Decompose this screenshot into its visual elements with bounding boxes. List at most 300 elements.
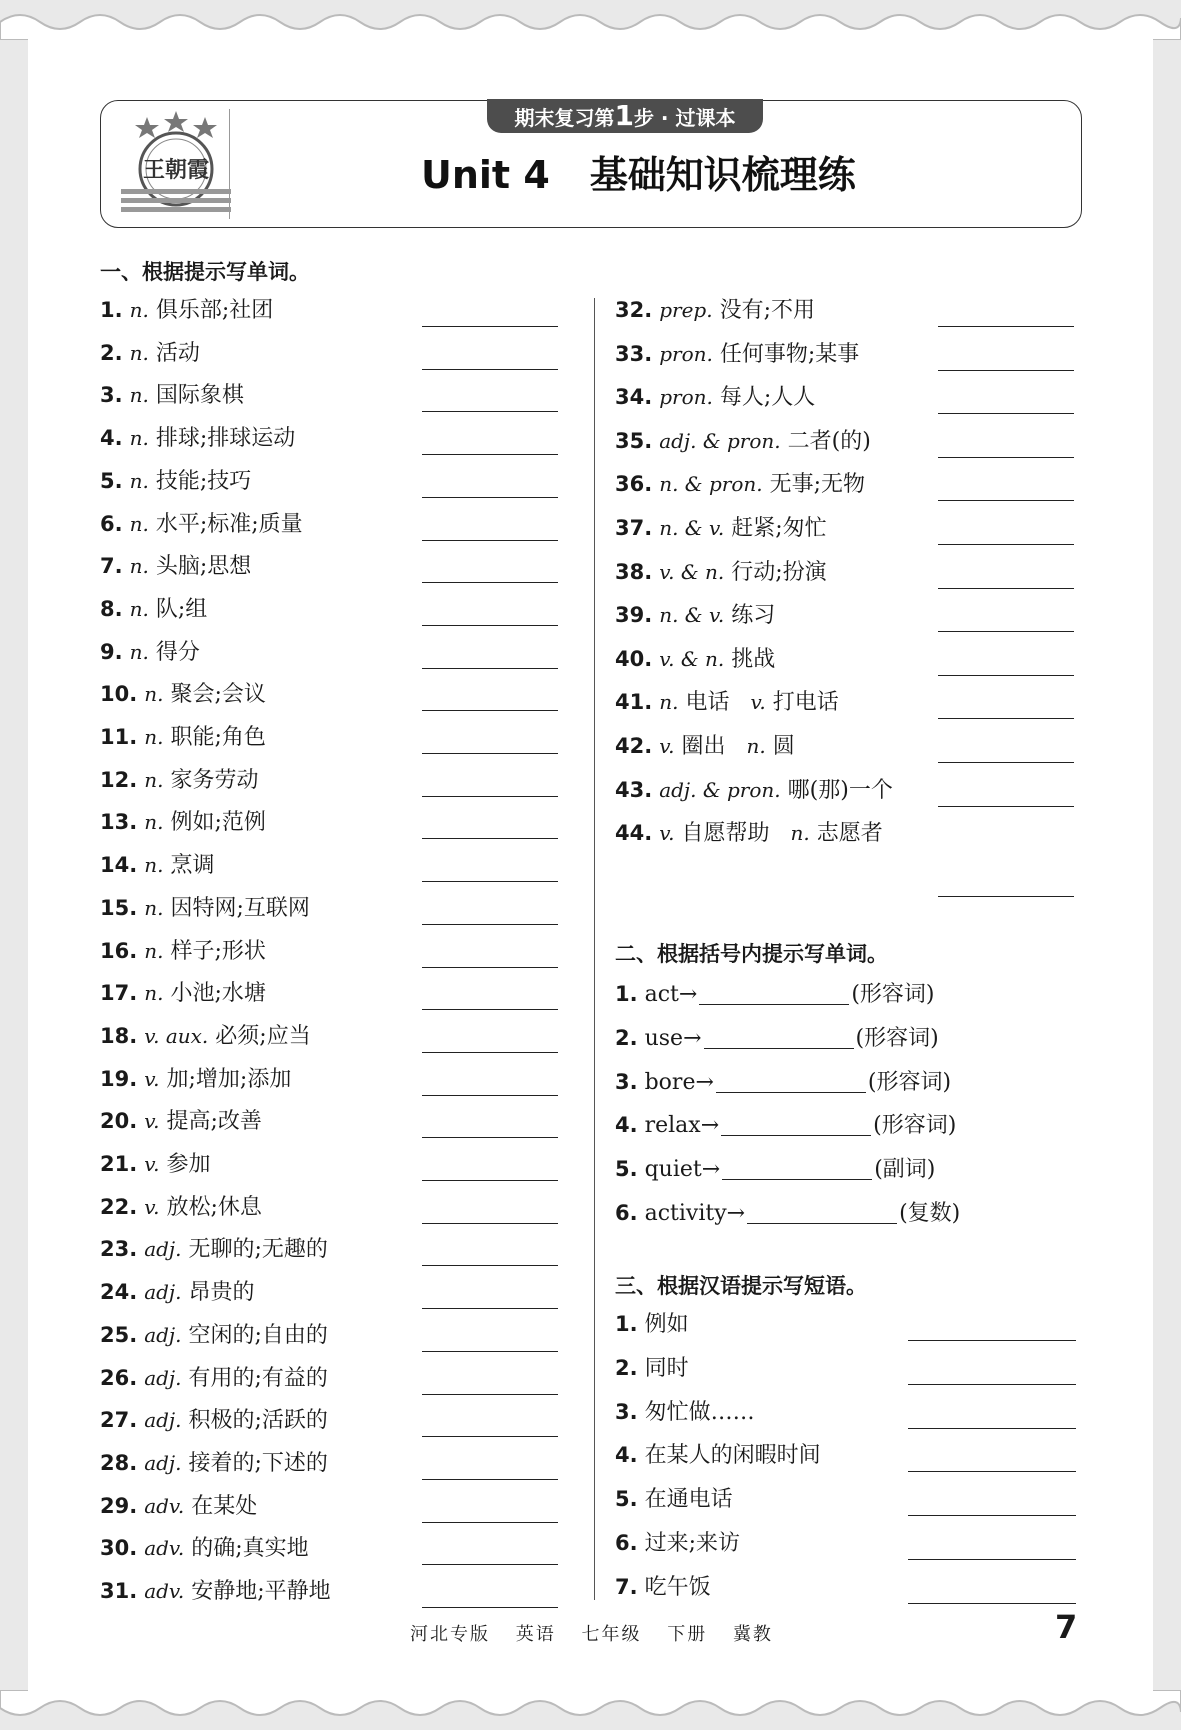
answer-blank[interactable] bbox=[422, 1052, 558, 1053]
part-of-speech: n. bbox=[144, 895, 164, 920]
word-item bbox=[100, 1358, 328, 1398]
item-number: 19. bbox=[100, 1066, 138, 1091]
item-number: 2. bbox=[615, 1025, 638, 1050]
item-number: 4. bbox=[615, 1113, 638, 1138]
item-meaning: 行动;扮演 bbox=[731, 559, 827, 585]
answer-blank[interactable] bbox=[908, 1471, 1076, 1472]
answer-blank[interactable] bbox=[704, 1020, 854, 1049]
phrase-item bbox=[615, 1435, 821, 1475]
part-of-speech: adv. bbox=[144, 1579, 185, 1603]
item-number: 28. bbox=[100, 1450, 138, 1475]
word-item bbox=[615, 508, 827, 548]
answer-blank[interactable] bbox=[938, 762, 1074, 763]
part-of-speech: n. bbox=[144, 981, 164, 1006]
word-item bbox=[100, 375, 244, 415]
item-number: 40. bbox=[615, 646, 653, 671]
word-item bbox=[100, 888, 310, 928]
phrase-meaning: 同时 bbox=[644, 1355, 689, 1381]
item-number: 29. bbox=[100, 1493, 138, 1518]
word-item bbox=[100, 1400, 328, 1440]
item-meaning: 提高;改善 bbox=[166, 1109, 262, 1135]
answer-blank[interactable] bbox=[422, 1308, 558, 1309]
item-meaning: 国际象棋 bbox=[155, 383, 244, 409]
part-of-speech: n. bbox=[129, 639, 149, 664]
item-number: 32. bbox=[615, 298, 653, 322]
item-meaning: 的确;真实地 bbox=[191, 1536, 309, 1562]
answer-blank[interactable] bbox=[422, 1607, 558, 1608]
part-of-speech: adv. bbox=[144, 1493, 185, 1518]
answer-blank[interactable] bbox=[908, 1428, 1076, 1429]
part-of-speech: adj. & pron. bbox=[659, 777, 781, 802]
answer-blank[interactable] bbox=[938, 457, 1074, 458]
base-word: quiet→ bbox=[644, 1157, 721, 1183]
word-item bbox=[100, 931, 266, 971]
footer bbox=[410, 1620, 791, 1646]
item-number: 21. bbox=[100, 1152, 138, 1176]
word-item bbox=[100, 1315, 328, 1355]
item-number: 5. bbox=[615, 1487, 638, 1512]
item-meaning-2: 志愿者 bbox=[816, 821, 883, 847]
word-item bbox=[615, 639, 775, 679]
item-number: 34. bbox=[615, 385, 653, 410]
item-number: 1. bbox=[615, 1312, 638, 1336]
part-of-speech: adj. bbox=[144, 1280, 182, 1305]
item-number: 44. bbox=[615, 821, 653, 846]
item-meaning: 家务劳动 bbox=[170, 767, 259, 793]
word-item bbox=[100, 1016, 311, 1056]
answer-blank[interactable] bbox=[422, 924, 558, 925]
wavy-border-bottom bbox=[0, 1690, 1181, 1730]
item-meaning: 二者(的) bbox=[787, 428, 871, 454]
item-number: 6. bbox=[615, 1531, 638, 1555]
word-item bbox=[615, 290, 815, 330]
part-of-speech-2: v. bbox=[750, 690, 766, 715]
answer-blank[interactable] bbox=[938, 631, 1074, 632]
part-of-speech: n. & v. bbox=[659, 516, 725, 540]
phrase-meaning: 在通电话 bbox=[644, 1487, 733, 1513]
part-of-speech: v. bbox=[144, 1152, 160, 1176]
word-item bbox=[100, 1528, 309, 1568]
part-of-speech: n. bbox=[129, 468, 149, 493]
footer-grade: 七年级 bbox=[581, 1624, 642, 1645]
item-number: 1. bbox=[615, 982, 638, 1006]
word-item bbox=[100, 1229, 328, 1269]
answer-blank[interactable] bbox=[422, 1265, 558, 1266]
item-meaning: 练习 bbox=[731, 603, 776, 629]
word-form-item bbox=[615, 1018, 939, 1058]
word-item bbox=[615, 813, 883, 853]
item-meaning: 排球;排球运动 bbox=[155, 426, 296, 452]
item-meaning: 电话 bbox=[685, 690, 730, 716]
item-meaning: 赶紧;匆忙 bbox=[731, 516, 827, 541]
word-item bbox=[100, 1443, 328, 1483]
base-word: bore→ bbox=[644, 1069, 714, 1095]
item-number: 4. bbox=[615, 1443, 638, 1468]
word-item bbox=[100, 461, 251, 501]
answer-blank[interactable] bbox=[908, 1384, 1076, 1385]
answer-blank[interactable] bbox=[422, 411, 558, 412]
page-number: 7 bbox=[1055, 1608, 1078, 1646]
item-meaning: 昂贵的 bbox=[188, 1280, 255, 1306]
item-number: 11. bbox=[100, 725, 138, 749]
part-of-speech: adj. & pron. bbox=[659, 428, 781, 453]
item-number: 8. bbox=[100, 596, 123, 621]
item-number: 6. bbox=[100, 511, 123, 536]
part-of-speech: v. aux. bbox=[144, 1023, 209, 1048]
answer-blank[interactable] bbox=[422, 540, 558, 541]
part-of-speech: adj. bbox=[144, 1237, 182, 1262]
part-of-speech: adj. bbox=[144, 1365, 182, 1390]
word-item bbox=[100, 1059, 291, 1099]
word-item bbox=[615, 464, 865, 504]
word-item bbox=[100, 1144, 211, 1184]
item-number: 4. bbox=[100, 426, 123, 451]
part-of-speech: v. bbox=[659, 821, 675, 846]
item-number: 23. bbox=[100, 1237, 138, 1262]
item-meaning: 活动 bbox=[155, 340, 200, 366]
item-meaning: 烹调 bbox=[170, 853, 215, 879]
part-of-speech: n. bbox=[129, 511, 149, 536]
part-of-speech: adv. bbox=[144, 1536, 185, 1561]
answer-blank[interactable] bbox=[422, 369, 558, 370]
phrase-meaning: 匆忙做…… bbox=[644, 1399, 755, 1425]
column-divider bbox=[594, 298, 595, 1600]
part-of-speech: v. & n. bbox=[659, 559, 725, 584]
section2-heading: 二、根据括号内提示写单词。 bbox=[615, 942, 888, 966]
item-number: 2. bbox=[100, 340, 123, 365]
word-item bbox=[615, 421, 871, 461]
base-word: use→ bbox=[644, 1025, 702, 1051]
phrase-meaning: 在某人的闲暇时间 bbox=[644, 1443, 821, 1469]
word-item bbox=[615, 682, 839, 722]
answer-blank[interactable] bbox=[422, 1009, 558, 1010]
answer-blank[interactable] bbox=[422, 1522, 558, 1523]
item-meaning: 无事;无物 bbox=[769, 472, 866, 498]
answer-blank[interactable] bbox=[422, 1351, 558, 1352]
item-number: 22. bbox=[100, 1194, 138, 1219]
answer-blank[interactable] bbox=[422, 668, 558, 669]
answer-blank[interactable] bbox=[422, 497, 558, 498]
item-number: 6. bbox=[615, 1201, 638, 1225]
item-number: 1. bbox=[100, 298, 123, 322]
item-number: 5. bbox=[100, 468, 123, 493]
word-item bbox=[100, 1101, 262, 1141]
base-word: act→ bbox=[644, 982, 698, 1007]
item-meaning: 因特网;互联网 bbox=[170, 895, 310, 921]
item-meaning: 例如;范例 bbox=[170, 810, 266, 836]
item-meaning: 头脑;思想 bbox=[155, 554, 252, 580]
answer-blank[interactable] bbox=[699, 976, 849, 1005]
word-item bbox=[100, 632, 200, 672]
item-number: 14. bbox=[100, 853, 138, 878]
item-meaning: 聚会;会议 bbox=[170, 682, 266, 708]
word-item bbox=[615, 726, 795, 766]
page-title bbox=[421, 145, 941, 205]
item-meaning: 水平;标准;质量 bbox=[155, 511, 303, 537]
item-meaning: 样子;形状 bbox=[170, 938, 266, 964]
part-of-speech: n. bbox=[144, 810, 164, 835]
item-meaning: 职能;角色 bbox=[170, 725, 266, 750]
part-of-speech: v. bbox=[144, 1066, 160, 1091]
item-number: 18. bbox=[100, 1023, 138, 1048]
item-number: 3. bbox=[100, 383, 123, 408]
item-meaning: 空闲的;自由的 bbox=[188, 1322, 328, 1348]
item-number: 7. bbox=[615, 1574, 638, 1599]
base-word: activity→ bbox=[644, 1201, 746, 1226]
answer-blank[interactable] bbox=[747, 1195, 897, 1224]
form-hint: (形容词) bbox=[851, 982, 935, 1007]
item-meaning: 在某处 bbox=[191, 1493, 258, 1519]
logo-text: 王朝霞 bbox=[142, 157, 210, 183]
item-meaning: 放松;休息 bbox=[166, 1194, 262, 1220]
answer-blank[interactable] bbox=[422, 796, 558, 797]
answer-blank[interactable] bbox=[938, 413, 1074, 414]
word-item bbox=[100, 333, 200, 373]
base-word: relax→ bbox=[644, 1113, 720, 1139]
word-item bbox=[100, 290, 273, 330]
word-item bbox=[100, 418, 295, 458]
word-item bbox=[615, 377, 815, 417]
answer-blank[interactable] bbox=[422, 326, 558, 327]
part-of-speech: n. bbox=[129, 383, 149, 408]
header-banner bbox=[100, 100, 1082, 228]
part-of-speech: v. & n. bbox=[659, 646, 725, 671]
item-meaning: 接着的;下述的 bbox=[188, 1450, 328, 1476]
form-hint: (形容词) bbox=[855, 1025, 939, 1051]
answer-blank[interactable] bbox=[938, 718, 1074, 719]
part-of-speech: n. bbox=[129, 596, 149, 621]
unit-label: Unit 4 bbox=[421, 153, 550, 197]
item-number: 2. bbox=[615, 1355, 638, 1380]
item-meaning: 任何事物;某事 bbox=[719, 341, 860, 367]
part-of-speech: n. bbox=[129, 426, 149, 451]
phrase-meaning: 吃午饭 bbox=[644, 1574, 711, 1600]
item-number: 17. bbox=[100, 981, 138, 1006]
item-number: 41. bbox=[615, 690, 653, 715]
part-of-speech: n. bbox=[129, 340, 149, 365]
word-item bbox=[615, 595, 775, 635]
answer-blank[interactable] bbox=[908, 1559, 1076, 1560]
answer-blank[interactable] bbox=[422, 1564, 558, 1565]
item-meaning: 每人;人人 bbox=[719, 385, 816, 411]
part-of-speech: n. bbox=[659, 690, 679, 715]
item-meaning: 技能;技巧 bbox=[155, 468, 252, 494]
part-of-speech: n. bbox=[129, 554, 149, 579]
part-of-speech: adj. bbox=[144, 1322, 182, 1347]
item-number: 27. bbox=[100, 1408, 138, 1433]
part-of-speech: v. bbox=[659, 734, 675, 758]
part-of-speech: n. & v. bbox=[659, 603, 725, 628]
answer-blank[interactable] bbox=[938, 370, 1074, 371]
item-meaning: 加;增加;添加 bbox=[166, 1066, 292, 1092]
review-step-tag: 期末复习第1步 · 过课本 bbox=[487, 99, 763, 133]
item-meaning: 积极的;活跃的 bbox=[188, 1408, 328, 1434]
part-of-speech: pron. bbox=[659, 341, 713, 366]
word-item bbox=[100, 674, 266, 714]
logo-divider bbox=[229, 109, 230, 219]
part-of-speech: n. bbox=[144, 938, 164, 963]
phrase-meaning: 过来;来访 bbox=[644, 1531, 741, 1556]
word-item bbox=[100, 1272, 255, 1312]
item-meaning: 安静地;平静地 bbox=[191, 1579, 331, 1604]
item-meaning: 必须;应当 bbox=[215, 1023, 311, 1049]
footer-subject: 英语 bbox=[515, 1624, 556, 1645]
section3-heading: 三、根据汉语提示写短语。 bbox=[615, 1274, 867, 1298]
word-item bbox=[100, 1187, 262, 1227]
answer-blank[interactable] bbox=[422, 1095, 558, 1096]
word-item bbox=[100, 589, 207, 629]
word-item bbox=[615, 770, 893, 810]
part-of-speech: pron. bbox=[659, 385, 713, 410]
footer-publisher: 冀教 bbox=[732, 1624, 773, 1645]
item-number: 38. bbox=[615, 559, 653, 584]
answer-blank[interactable] bbox=[908, 1603, 1076, 1604]
word-form-item bbox=[615, 1193, 960, 1233]
word-item bbox=[100, 845, 214, 885]
part-of-speech: n. bbox=[144, 853, 164, 878]
item-meaning: 队;组 bbox=[155, 596, 208, 622]
answer-blank[interactable] bbox=[721, 1107, 871, 1136]
phrase-meaning: 例如 bbox=[644, 1312, 689, 1337]
item-meaning: 没有;不用 bbox=[719, 298, 815, 323]
word-item bbox=[100, 802, 266, 842]
item-number: 30. bbox=[100, 1536, 138, 1561]
part-of-speech: n. bbox=[144, 682, 164, 707]
answer-blank[interactable] bbox=[938, 544, 1074, 545]
item-number: 16. bbox=[100, 938, 138, 963]
item-number: 26. bbox=[100, 1365, 138, 1390]
item-number: 12. bbox=[100, 767, 138, 792]
phrase-item bbox=[615, 1567, 711, 1607]
word-form-item bbox=[615, 1105, 956, 1145]
part-of-speech: n. bbox=[129, 298, 149, 322]
part-of-speech: n. bbox=[144, 725, 164, 749]
answer-blank[interactable] bbox=[938, 588, 1074, 589]
item-number: 5. bbox=[615, 1157, 638, 1182]
item-number: 3. bbox=[615, 1069, 638, 1094]
item-meaning: 圈出 bbox=[681, 734, 726, 759]
answer-blank[interactable] bbox=[422, 1137, 558, 1138]
item-meaning: 无聊的;无趣的 bbox=[188, 1237, 328, 1263]
part-of-speech: n. & pron. bbox=[659, 472, 763, 497]
section1-heading: 一、根据提示写单词。 bbox=[100, 260, 310, 284]
answer-blank[interactable] bbox=[938, 806, 1074, 807]
title-text: 基础知识梳理练 bbox=[589, 153, 856, 197]
answer-blank[interactable] bbox=[908, 1515, 1076, 1516]
word-item bbox=[615, 552, 827, 592]
item-number: 35. bbox=[615, 428, 653, 453]
phrase-item bbox=[615, 1348, 689, 1388]
answer-blank[interactable] bbox=[422, 625, 558, 626]
phrase-item bbox=[615, 1304, 689, 1344]
part-of-speech-2: n. bbox=[790, 821, 810, 846]
part-of-speech: adj. bbox=[144, 1450, 182, 1475]
item-number: 15. bbox=[100, 895, 138, 920]
form-hint: (形容词) bbox=[867, 1069, 952, 1095]
answer-blank[interactable] bbox=[422, 454, 558, 455]
item-number: 25. bbox=[100, 1322, 138, 1347]
answer-blank[interactable] bbox=[938, 675, 1074, 676]
item-meaning: 小池;水塘 bbox=[170, 981, 266, 1007]
answer-blank[interactable] bbox=[716, 1064, 866, 1093]
item-meaning: 自愿帮助 bbox=[681, 821, 770, 847]
part-of-speech: n. bbox=[144, 767, 164, 792]
word-item bbox=[100, 546, 251, 586]
item-meaning: 哪(那)一个 bbox=[787, 777, 893, 803]
answer-blank[interactable] bbox=[908, 1340, 1076, 1341]
word-form-item bbox=[615, 974, 934, 1014]
part-of-speech: prep. bbox=[659, 298, 713, 322]
item-number: 33. bbox=[615, 341, 653, 366]
part-of-speech: adj. bbox=[144, 1408, 182, 1433]
item-meaning-2: 圆 bbox=[772, 734, 795, 759]
answer-blank[interactable] bbox=[422, 710, 558, 711]
answer-blank[interactable] bbox=[422, 1180, 558, 1181]
form-hint: (形容词) bbox=[873, 1113, 957, 1139]
answer-blank[interactable] bbox=[422, 753, 558, 754]
item-meaning-2: 打电话 bbox=[772, 690, 839, 716]
item-number: 9. bbox=[100, 639, 123, 664]
footer-edition: 河北专版 bbox=[410, 1624, 490, 1645]
phrase-item bbox=[615, 1523, 740, 1563]
word-item bbox=[615, 334, 859, 374]
answer-blank[interactable] bbox=[938, 896, 1074, 897]
answer-blank[interactable] bbox=[422, 881, 558, 882]
footer-volume: 下册 bbox=[667, 1624, 708, 1645]
item-number: 20. bbox=[100, 1109, 138, 1134]
item-number: 13. bbox=[100, 810, 138, 835]
answer-blank[interactable] bbox=[422, 582, 558, 583]
word-form-item bbox=[615, 1062, 951, 1102]
item-number: 42. bbox=[615, 734, 653, 758]
answer-blank[interactable] bbox=[938, 500, 1074, 501]
answer-blank[interactable] bbox=[422, 1436, 558, 1437]
answer-blank[interactable] bbox=[938, 326, 1074, 327]
answer-blank[interactable] bbox=[422, 1479, 558, 1480]
publisher-logo bbox=[117, 107, 235, 217]
form-hint: (复数) bbox=[899, 1201, 961, 1226]
wavy-border-top bbox=[0, 0, 1181, 40]
word-item bbox=[100, 1571, 331, 1611]
word-item bbox=[100, 760, 258, 800]
item-number: 24. bbox=[100, 1280, 138, 1305]
part-of-speech-2: n. bbox=[746, 734, 766, 758]
item-number: 7. bbox=[100, 554, 123, 579]
answer-blank[interactable] bbox=[422, 838, 558, 839]
item-number: 31. bbox=[100, 1579, 138, 1603]
item-number: 3. bbox=[615, 1399, 638, 1424]
form-hint: (副词) bbox=[874, 1157, 936, 1183]
item-meaning: 有用的;有益的 bbox=[188, 1365, 328, 1391]
answer-blank[interactable] bbox=[422, 1223, 558, 1224]
answer-blank[interactable] bbox=[422, 1394, 558, 1395]
answer-blank[interactable] bbox=[722, 1151, 872, 1180]
word-form-item bbox=[615, 1149, 935, 1189]
item-meaning: 俱乐部;社团 bbox=[155, 298, 274, 323]
item-number: 37. bbox=[615, 516, 653, 540]
item-meaning: 挑战 bbox=[731, 646, 776, 672]
item-number: 43. bbox=[615, 777, 653, 802]
part-of-speech: v. bbox=[144, 1109, 160, 1134]
item-number: 39. bbox=[615, 603, 653, 628]
phrase-item bbox=[615, 1479, 733, 1519]
word-item bbox=[100, 717, 266, 757]
item-number: 10. bbox=[100, 682, 138, 707]
word-item bbox=[100, 1486, 257, 1526]
item-meaning: 得分 bbox=[155, 639, 200, 665]
answer-blank[interactable] bbox=[422, 967, 558, 968]
item-meaning: 参加 bbox=[166, 1152, 211, 1177]
